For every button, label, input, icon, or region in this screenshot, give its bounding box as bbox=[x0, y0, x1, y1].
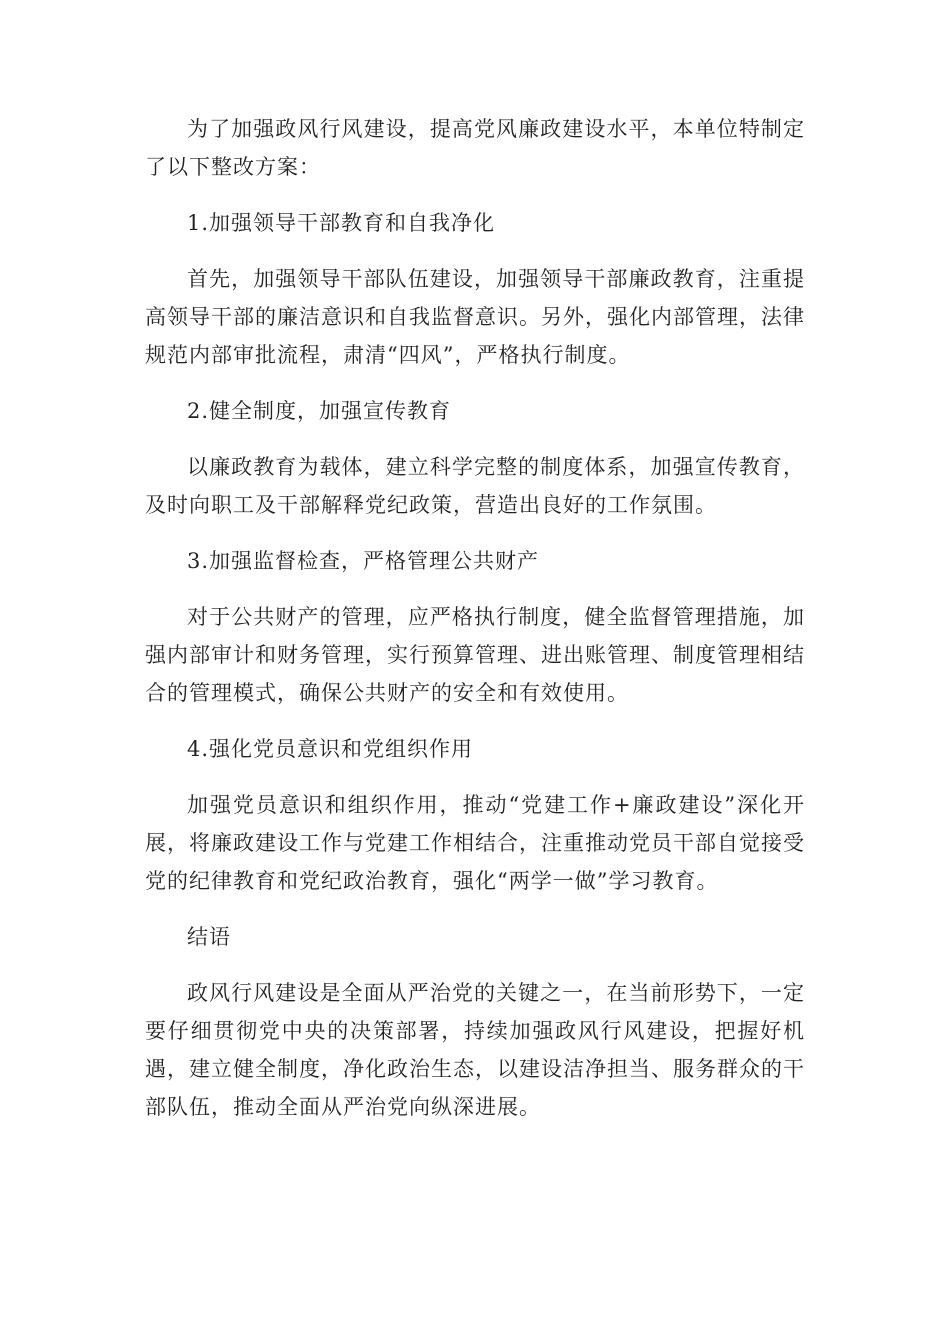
document-body bbox=[145, 110, 805, 1144]
section-body-2: 以廉政教育为载体，建立科学完整的制度体系，加强宣传教育，及时向职工及干部解释党纪政策，营造出良好的工作氛围。 bbox=[145, 455, 805, 517]
conclusion-body: 政风行风建设是全面从严治党的关键之一，在当前形势下，一定要仔细贯彻党中央的决策部署，持续加强政风行风建设，把握好机遇，建立健全制度，净化政治生态，以建设洁净担当、服务群众的干部队伍，推动全面从严治党向纵深进展。 bbox=[145, 981, 805, 1119]
section-heading-3: 3.加强监督检查，严格管理公共财产 bbox=[187, 549, 540, 573]
section-heading-4: 4.强化党员意识和党组织作用 bbox=[187, 737, 474, 761]
section-body-4: 加强党员意识和组织作用，推动“党建工作+廉政建设”深化开展，将廉政建设工作与党建工作相结合，注重推动党员干部自觉接受党的纪律教育和党纪政治教育，强化“两学一做”学习教育。 bbox=[145, 793, 805, 893]
conclusion-heading: 结语 bbox=[187, 925, 231, 949]
section-heading-2: 2.健全制度，加强宣传教育 bbox=[187, 399, 452, 423]
intro-paragraph: 为了加强政风行风建设，提高党风廉政建设水平，本单位特制定了以下整改方案： bbox=[145, 117, 805, 179]
section-body-3: 对于公共财产的管理，应严格执行制度，健全监督管理措施，加强内部审计和财务管理，实行预算管理、进出账管理、制度管理相结合的管理模式，确保公共财产的安全和有效使用。 bbox=[145, 605, 805, 705]
section-body-1: 首先，加强领导干部队伍建设，加强领导干部廉政教育，注重提高领导干部的廉洁意识和自我监督意识。另外，强化内部管理，法律规范内部审批流程，肃清“四风”，严格执行制度。 bbox=[145, 267, 805, 367]
section-heading-1: 1.加强领导干部教育和自我净化 bbox=[187, 211, 496, 235]
